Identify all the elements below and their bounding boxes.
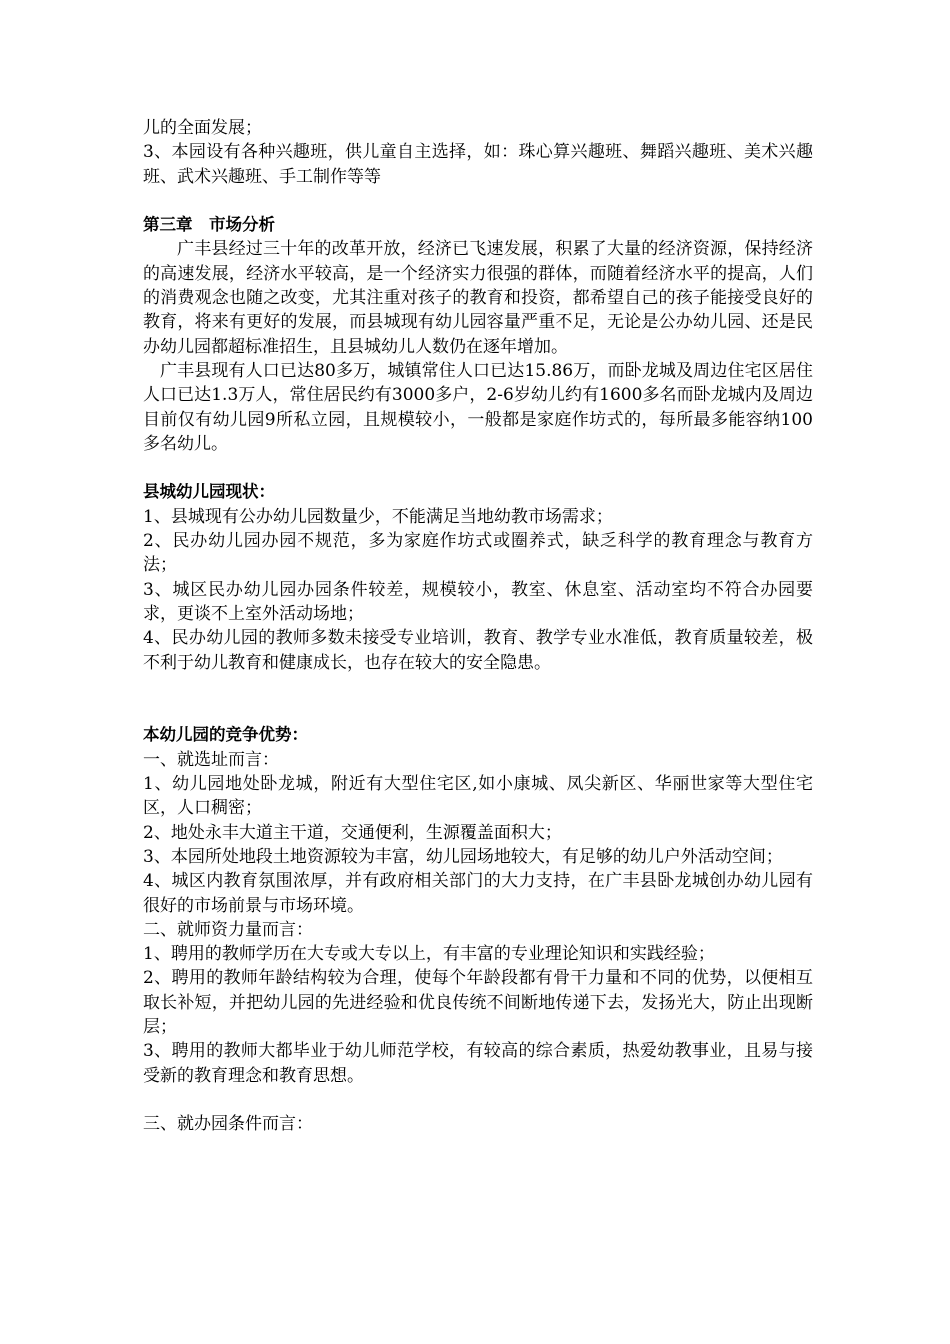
- status-item-2: 2、民办幼儿园办园不规范，多为家庭作坊式或圈养式，缺乏科学的教育理念与教育方法；: [143, 531, 813, 576]
- section-2-item-2: 2、聘用的教师年龄结构较为合理，使每个年龄段都有骨干力量和不同的优势，以便相互取长补短，并把幼儿园的先进经验和优良传统不间断地传递下去，发扬光大，防止出现断层；: [143, 968, 813, 1037]
- section-2-item-1: 1、聘用的教师学历在大专或大专以上，有丰富的专业理论知识和实践经验；: [143, 944, 715, 965]
- section-2-item-3: 3、聘用的教师大都毕业于幼儿师范学校，有较高的综合素质，热爱幼教事业，且易与接受新的教育理念和教育思想。: [143, 1041, 813, 1086]
- status-title: 县城幼儿园现状：: [143, 482, 275, 502]
- spacer: [143, 1088, 813, 1112]
- intro-item-3: 3、本园设有各种兴趣班，供儿童自主选择，如：珠心算兴趣班、舞蹈兴趣班、美术兴趣班、武术兴趣班、手工制作等等: [143, 142, 813, 187]
- status-item-3: 3、城区民办幼儿园办园条件较差，规模较小，教室、休息室、活动室均不符合办园要求，更谈不上室外活动场地；: [143, 579, 813, 624]
- chapter-title: 第三章 市场分析: [143, 215, 275, 235]
- status-item-1: 1、县城现有公办幼儿园数量少，不能满足当地幼教市场需求；: [143, 506, 613, 527]
- intro-line: 儿的全面发展；: [143, 118, 262, 138]
- status-item-4: 4、民办幼儿园的教师多数未接受专业培训，教育、教学专业水准低，教育质量较差，极不利于幼儿教育和健康成长，也存在较大的安全隐患。: [143, 628, 813, 673]
- spacer: [143, 189, 813, 213]
- section-1-item-4: 4、城区内教育氛围浓厚，并有政府相关部门的大力支持，在广丰县卧龙城创办幼儿园有很好的市场前景与市场环境。: [143, 871, 813, 916]
- section-2-title: 二、就师资力量而言：: [143, 919, 313, 940]
- section-1-item-3: 3、本园所处地段土地资源较为丰富，幼儿园场地较大，有足够的幼儿户外活动空间；: [143, 846, 783, 867]
- document-body: [143, 116, 813, 1136]
- chapter-paragraph-1: 广丰县经过三十年的改革开放，经济已飞速发展，积累了大量的经济资源，保持经济的高速发展，经济水平较高，是一个经济实力很强的群体，而随着经济水平的提高，人们的消费观念也随之改变，尤其注重对孩子的教育和投资，都希望自己的孩子能接受良好的教育，将来有更好的发展，而县城现有幼儿园容量严重不足，无论是公办幼儿园、还是民办幼儿园都超标准招生，且县城幼儿人数仍在逐年增加。: [143, 239, 813, 357]
- chapter-paragraph-2: 广丰县现有人口已达80多万，城镇常住人口已达15.86万，而卧龙城及周边住宅区居住人口已达1.3万人，常住居民约有3000多户，2-6岁幼儿约有1600多名而卧龙城内及周边目前仅有幼儿园9所私立园，且规模较小，一般都是家庭作坊式的，每所最多能容纳100多名幼儿。: [143, 360, 814, 454]
- advantages-title: 本幼儿园的竞争优势：: [143, 725, 308, 745]
- section-3-title: 三、就办园条件而言：: [143, 1114, 313, 1135]
- section-1-title: 一、就选址而言：: [143, 749, 279, 770]
- section-1-item-1: 1、幼儿园地处卧龙城，附近有大型住宅区,如小康城、凤尖新区、华丽世家等大型住宅区，人口稠密；: [143, 774, 813, 819]
- spacer: [143, 675, 813, 724]
- spacer: [143, 456, 813, 480]
- section-1-item-2: 2、地处永丰大道主干道，交通便利，生源覆盖面积大；: [143, 822, 562, 843]
